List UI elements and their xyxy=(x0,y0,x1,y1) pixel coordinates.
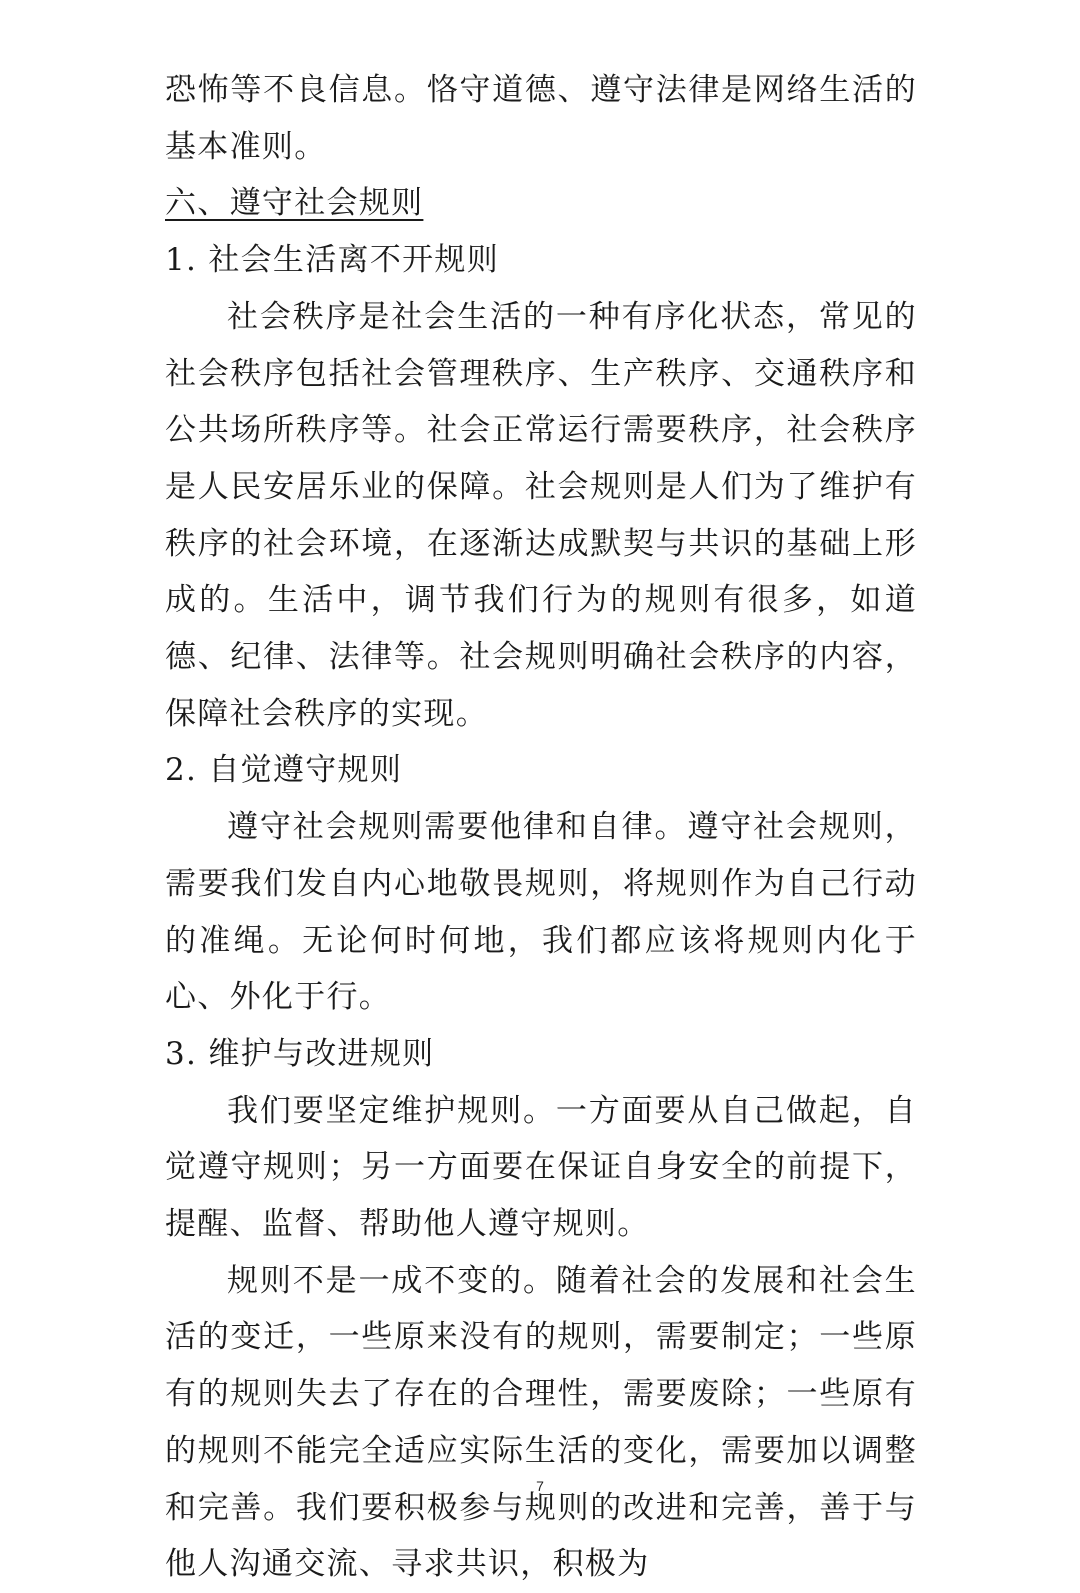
page-number: 7 xyxy=(536,1478,544,1494)
paragraph-social-order: 社会秩序是社会生活的一种有序化状态，常见的社会秩序包括社会管理秩序、生产秩序、交通秩序和公共场所秩序等。社会正常运行需要秩序，社会秩序是人民安居乐业的保障。社会规则是人们为了维护有秩序的社会环境，在逐渐达成默契与共识的基础上形成的。生活中，调节我们行为的规则有很多，如道德、纪律、法律等。社会规则明确社会秩序的内容，保障社会秩序的实现。 xyxy=(165,298,917,732)
section-heading-text: 六、遵守社会规则 xyxy=(165,185,424,222)
paragraph-maintain-rules: 我们要坚定维护规则。一方面要从自己做起，自觉遵守规则；另一方面要在保证自身安全的前提下，提醒、监督、帮助他人遵守规则。 xyxy=(165,1092,917,1243)
subheading-2: 2. 自觉遵守规则 xyxy=(165,752,403,789)
document-body xyxy=(165,62,917,1593)
subheading-3: 3. 维护与改进规则 xyxy=(165,1035,435,1072)
paragraph-continuation: 恐怖等不良信息。恪守道德、遵守法律是网络生活的基本准则。 xyxy=(165,72,917,165)
paragraph-obey-rules: 遵守社会规则需要他律和自律。遵守社会规则，需要我们发自内心地敬畏规则，将规则作为自己行动的准绳。无论何时何地，我们都应该将规则内化于心、外化于行。 xyxy=(165,809,917,1016)
section-heading xyxy=(165,175,917,232)
subheading-1: 1. 社会生活离不开规则 xyxy=(165,242,500,279)
paragraph-improve-rules: 规则不是一成不变的。随着社会的发展和社会生活的变迁，一些原来没有的规则，需要制定；一些原有的规则失去了存在的合理性，需要废除；一些原有的规则不能完全适应实际生活的变化，需要加以调整和完善。我们要积极参与规则的改进和完善，善于与他人沟通交流、寻求共识，积极为 xyxy=(165,1262,917,1583)
